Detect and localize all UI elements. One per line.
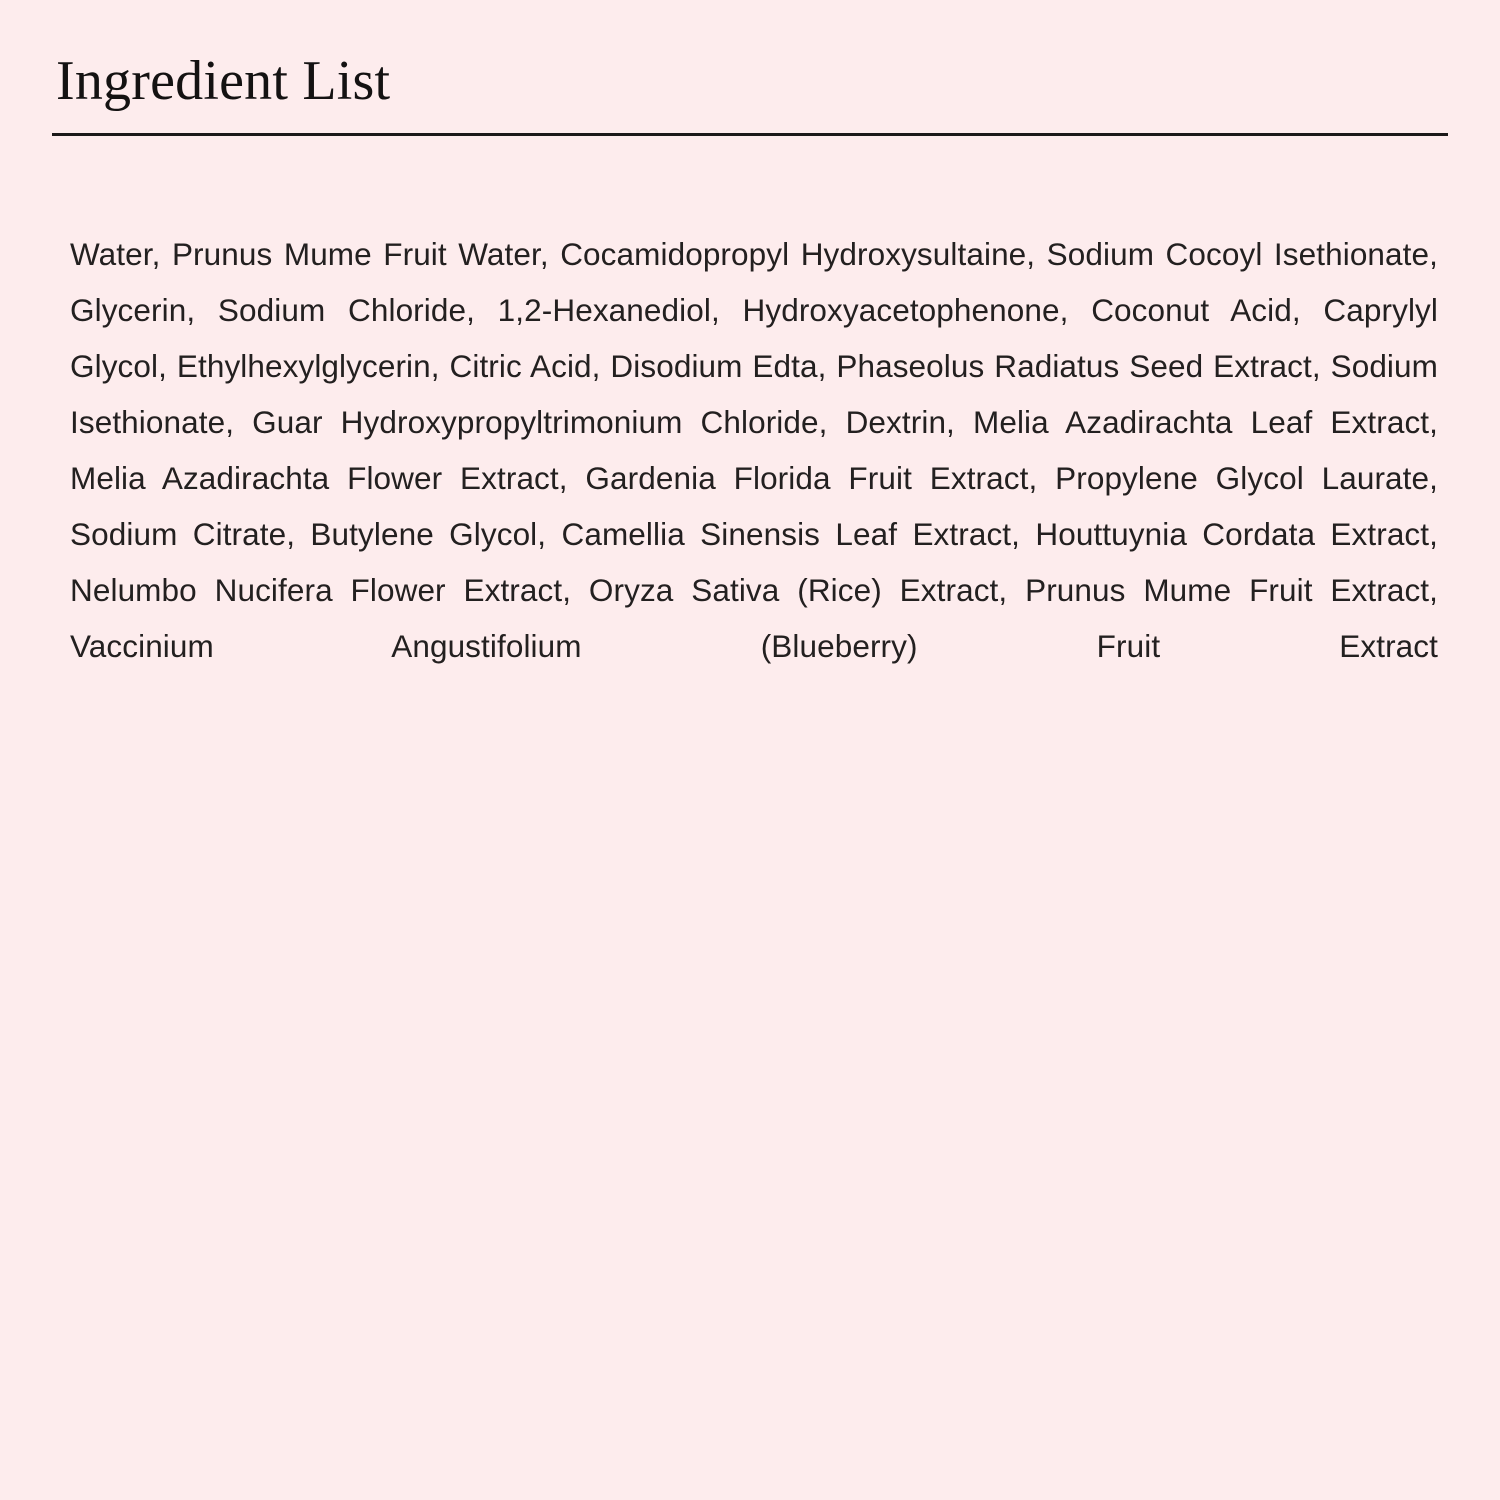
page-title: Ingredient List [56,50,391,112]
ingredients-paragraph: Water, Prunus Mume Fruit Water, Cocamidopropyl Hydroxysultaine, Sodium Cocoyl Isethionate, Glycerin, Sodium Chloride, 1,2-Hexanediol, Hydroxyacetophenone, Coconut Acid, Caprylyl Glycol, Ethylhexylglycerin, Citric Acid, Disodium Edta, Phaseolus Radiatus Seed Extract, Sodium Isethionate, Guar Hydroxypropyltrimonium Chloride, Dextrin, Melia Azadirachta Leaf Extract, Melia Azadirachta Flower Extract, Gardenia Florida Fruit Extract, Propylene Glycol Laurate, Sodium Citrate, Butylene Glycol, Camellia Sinensis Leaf Extract, Houttuynia Cordata Extract, Nelumbo Nucifera Flower Extract, Oryza Sativa (Rice) Extract, Prunus Mume Fruit Extract, Vaccinium Angustifolium (Blueberry) Fruit Extract [70,235,1438,664]
title-divider [52,133,1448,136]
